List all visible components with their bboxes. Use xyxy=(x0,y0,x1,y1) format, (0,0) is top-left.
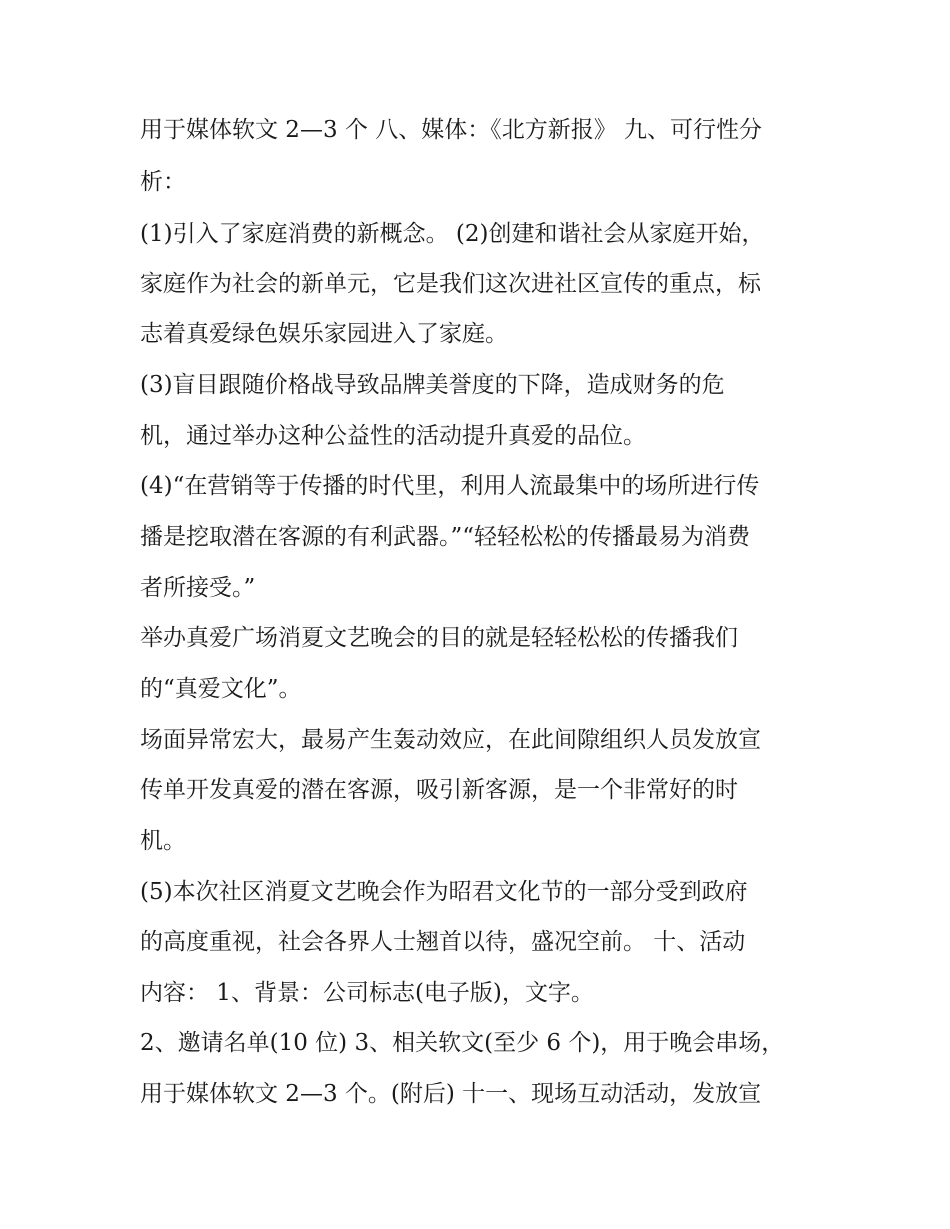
text-line: 用于媒体软文 2—3 个 八、媒体：《北方新报》 九、可行性分 xyxy=(140,117,763,143)
text-line: 析： xyxy=(140,169,186,195)
text-line: 者所接受。” xyxy=(140,575,256,601)
text-line: 志着真爱绿色娱乐家园进入了家庭。 xyxy=(140,321,508,347)
text-line: 用于媒体软文 2—3 个。(附后) 十一、现场互动活动，发放宣 xyxy=(140,1081,762,1107)
text-line: 家庭作为社会的新单元，它是我们这次进社区宣传的重点，标 xyxy=(140,271,761,297)
text-line: 的“真爱文化”。 xyxy=(140,676,302,702)
text-line: 场面异常宏大，最易产生轰动效应，在此间隙组织人员发放宣 xyxy=(140,727,761,753)
text-line: 内容： 1、背景：公司标志(电子版)，文字。 xyxy=(140,980,594,1006)
text-line: 机，通过举办这种公益性的活动提升真爱的品位。 xyxy=(140,423,646,449)
text-line: 举办真爱广场消夏文艺晚会的目的就是轻轻松松的传播我们 xyxy=(140,625,738,651)
text-line: 传单开发真爱的潜在客源，吸引新客源，是一个非常好的时 xyxy=(140,777,738,803)
text-line: (3)盲目跟随价格战导致品牌美誉度的下降，造成财务的危 xyxy=(140,372,725,398)
text-line: 2、邀请名单(10 位) 3、相关软文(至少 6 个)，用于晚会串场， xyxy=(140,1030,785,1056)
text-line: 的高度重视，社会各界人士翘首以待，盛况空前。 十、活动 xyxy=(140,929,746,955)
text-line: (5)本次社区消夏文艺晚会作为昭君文化节的一部分受到政府 xyxy=(140,879,748,905)
text-line: 机。 xyxy=(140,828,186,854)
text-line: (4)“在营销等于传播的时代里，利用人流最集中的场所进行传 xyxy=(140,473,760,499)
text-line: 播是挖取潜在客源的有利武器。”“轻轻松松的传播最易为消费 xyxy=(140,524,751,550)
text-line: (1)引入了家庭消费的新概念。 (2)创建和谐社会从家庭开始， xyxy=(140,221,765,247)
